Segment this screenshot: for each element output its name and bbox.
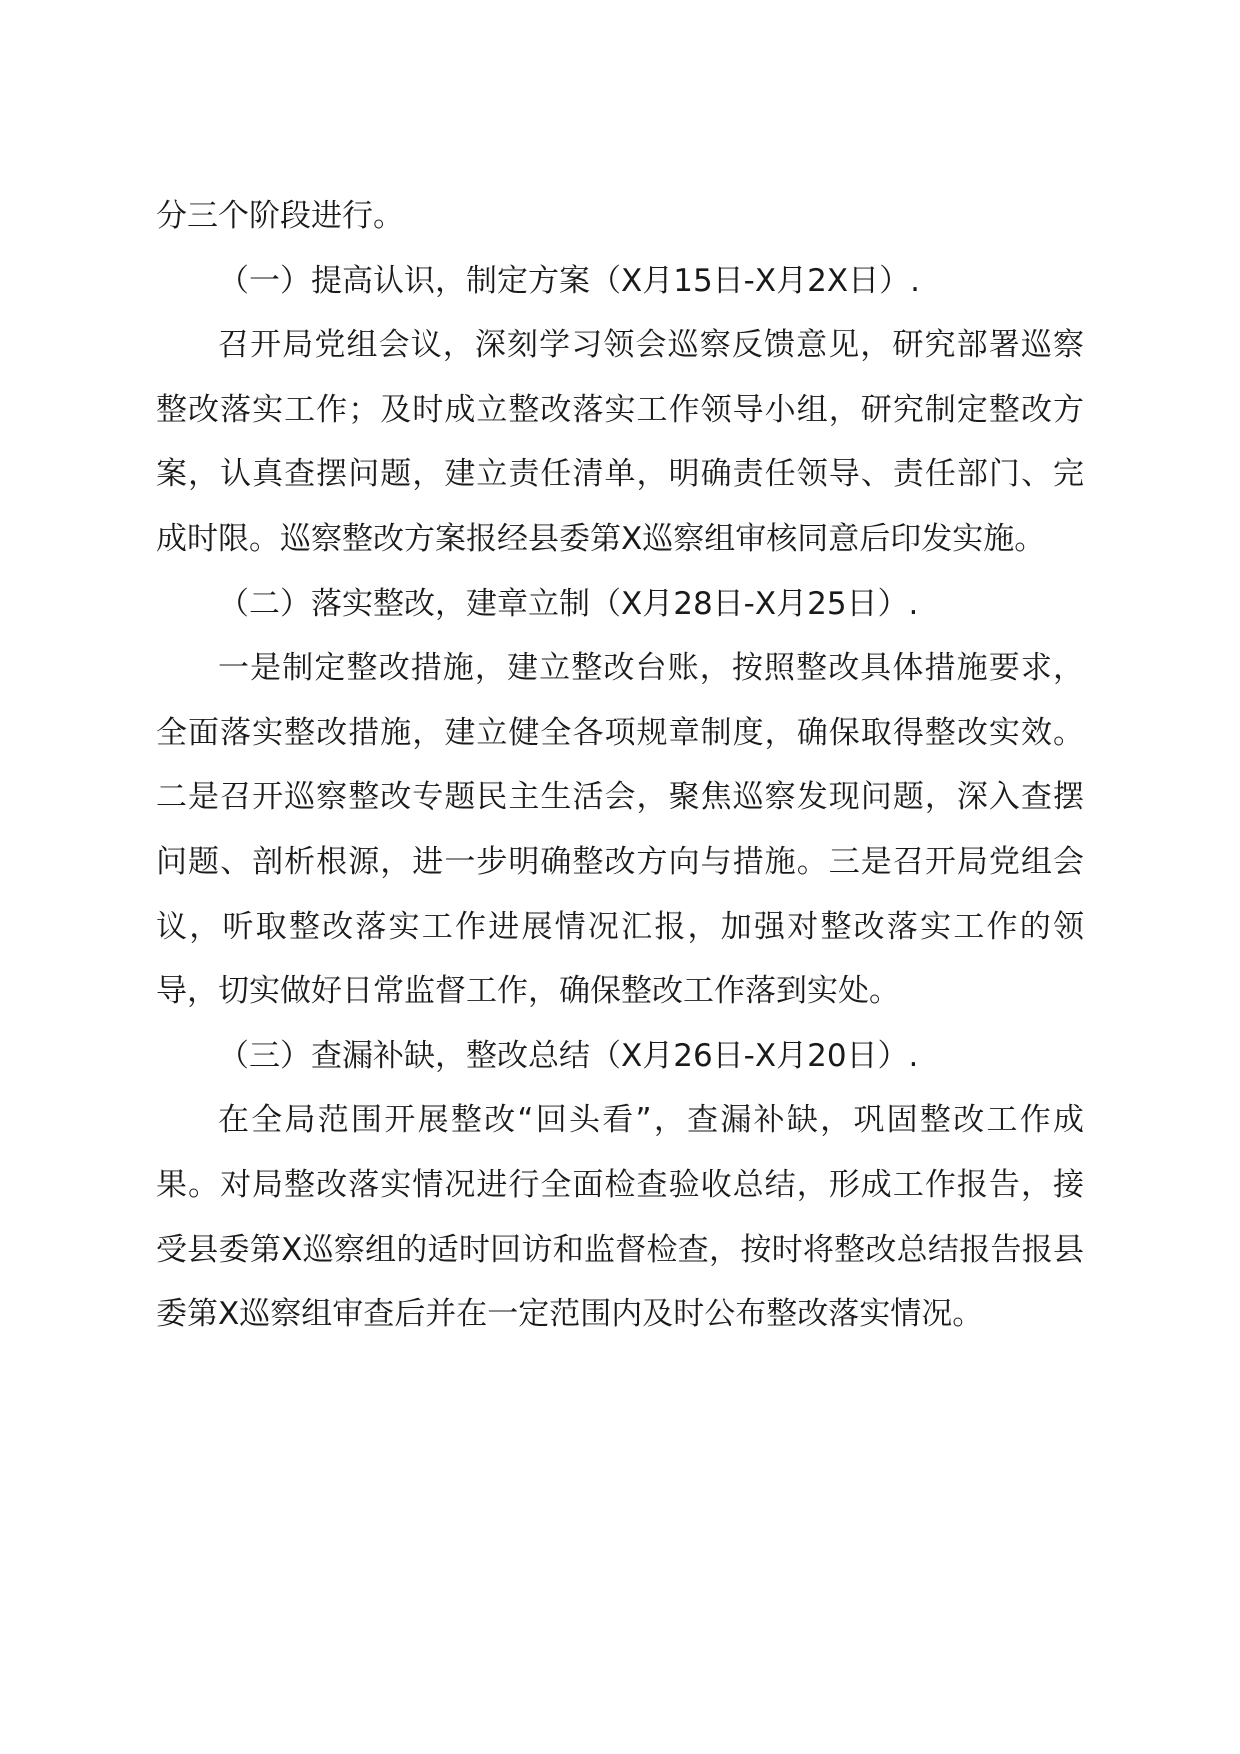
section-heading-1: （一）提高认识，制定方案（X月15日-X月2X日）.: [218, 262, 920, 299]
paragraph-section-1: 召开局党组会议，深刻学习领会巡察反馈意见，研究部署巡察整改落实工作；及时成立整改落实工作领导小组，研究制定整改方案，认真查摆问题，建立责任清单，明确责任领导、责任部门、完成时限。巡察整改方案报经县委第X巡察组审核同意后印发实施。: [156, 327, 1084, 557]
section-heading-3: （三）查漏补缺，整改总结（X月26日-X月20日）.: [218, 1037, 919, 1074]
document-body: [156, 184, 1084, 1347]
paragraph-continuation: 分三个阶段进行。: [156, 198, 404, 234]
paragraph-section-2: 一是制定整改措施，建立整改台账，按照整改具体措施要求，全面落实整改措施，建立健全各项规章制度，确保取得整改实效。二是召开巡察整改专题民主生活会，聚焦巡察发现问题，深入查摆问题、剖析根源，进一步明确整改方向与措施。三是召开局党组会议，听取整改落实工作进展情况汇报，加强对整改落实工作的领导，切实做好日常监督工作，确保整改工作落到实处。: [156, 650, 1084, 1010]
section-heading-2: （二）落实整改，建章立制（X月28日-X月25日）.: [218, 585, 919, 622]
paragraph-section-3: 在全局范围开展整改“回头看”，查漏补缺，巩固整改工作成果。对局整改落实情况进行全面检查验收总结，形成工作报告，接受县委第X巡察组的适时回访和监督检查，按时将整改总结报告报县委第X巡察组审查后并在一定范围内及时公布整改落实情况。: [156, 1102, 1084, 1333]
